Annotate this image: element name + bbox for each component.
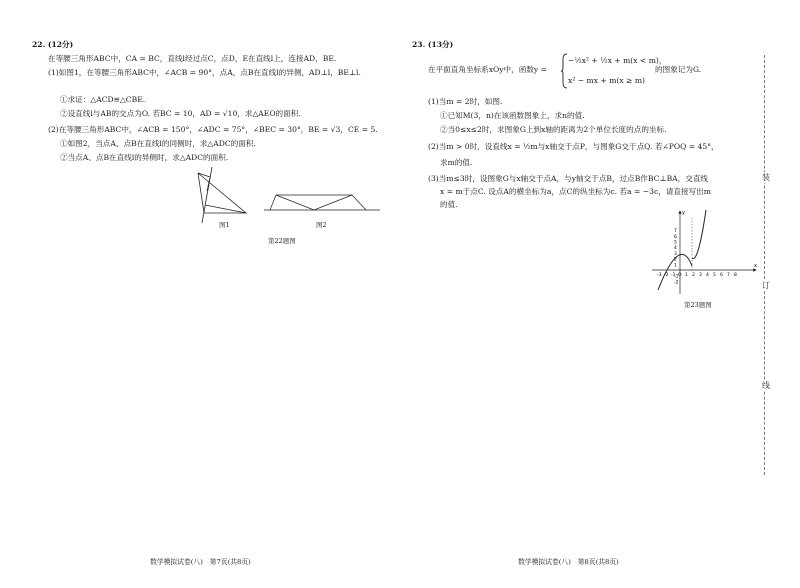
q23-part3-c: 的值. xyxy=(440,200,458,209)
q23-part2-b: 求m的值. xyxy=(440,158,473,167)
binding-char-xian: 线 xyxy=(762,381,770,390)
y-tick-label: 5 xyxy=(674,240,677,246)
fig2-segment-ad xyxy=(270,195,276,210)
x-tick-label: O xyxy=(678,273,682,278)
y-tick-label: 4 xyxy=(674,246,677,252)
q22-part1: (1)如图1，在等腰三角形ABC中，∠ACB = 90°，点A，点B在直线l的异侧，AD⊥l，BE⊥l. xyxy=(48,68,361,77)
q23-part1-i: ①已知M(3，n)在该函数图象上，求n的值. xyxy=(440,111,585,120)
x-tick-label: 4 xyxy=(706,273,709,278)
fig1-label: 图1 xyxy=(219,221,230,229)
q23-part2-a: (2)当m > 0时，设直线x = ½m与x轴交于点P，与图象G交于点Q. 若∠POQ = 45°， xyxy=(428,142,719,151)
x-tick-label: 1 xyxy=(685,273,688,278)
fig1-segment-de xyxy=(207,177,210,191)
fig2-label: 图2 xyxy=(316,221,327,229)
x-tick-label: 8 xyxy=(734,273,737,278)
y-tick-label: 6 xyxy=(674,234,677,240)
q22-intro: 在等腰三角形ABC中，CA = BC，直线l经过点C，点D，E在直线l上，连接AD，BE. xyxy=(48,54,337,63)
binding-char-zhuang: 装 xyxy=(762,173,770,182)
q22-part2-i: ①如图2，当点A、点B在直线l的同侧时，求△ADC的面积. xyxy=(60,139,256,148)
x-tick-label: 6 xyxy=(720,273,723,278)
q23-case-2: x² − mx + m(x ≥ m) xyxy=(568,76,645,85)
q23-part1: (1)当m = 2时，如图. xyxy=(428,97,503,106)
q22-part2-ii: ②当点A、点B在直线l的异侧时，求△ADC的面积. xyxy=(60,153,229,162)
q22-figure-caption: 第22题图 xyxy=(268,237,296,245)
q23-intro-a: 在平面直角坐标系xOy中，函数y = xyxy=(428,65,547,74)
q23-graph xyxy=(650,208,760,296)
fig2-legs xyxy=(276,195,352,210)
q22-figure-2 xyxy=(262,190,382,218)
q23-part1-ii: ②当0≤x≤2时，求图象G上到x轴的距离为2个单位长度的点的坐标. xyxy=(440,125,667,134)
x-tick-label: -1 xyxy=(671,273,676,278)
y-tick-label: -2 xyxy=(674,280,679,286)
y-tick-label: 2 xyxy=(674,257,677,263)
x-tick-label: -2 xyxy=(664,273,669,278)
y-tick-label: -1 xyxy=(674,274,679,280)
x-tick-label: -3 xyxy=(657,273,662,278)
x-tick-labels xyxy=(657,272,737,278)
x-tick-label: 7 xyxy=(727,273,730,278)
q22-part2: (2)在等腰三角形ABC中，∠ACB = 150°，∠ADC = 75°，∠BEC = 30°，BE = √3，CE = 5. xyxy=(48,125,378,134)
q23-case-1: −½x² + ½x + m(x < m)， xyxy=(568,56,667,65)
q22-figure-1 xyxy=(190,165,270,227)
x-tick-label: 2 xyxy=(692,273,695,278)
right-footer: 数学模拟试卷(八) 第8页(共8页) xyxy=(518,558,619,566)
q23-header: 23. (13分) xyxy=(412,40,454,49)
q22-part1-ii: ②设直线l与AB的交点为O. 若BC = 10，AD = √10，求△AEO的面积. xyxy=(60,109,301,118)
left-footer: 数学模拟试卷(八) 第7页(共8页) xyxy=(150,558,251,566)
fig2-segment-be xyxy=(352,195,366,210)
piecewise-brace xyxy=(560,53,568,89)
q23-part3-a: (3)当m≤3时，设图象G与x轴交于点A，与y轴交于点B，过点B作BC⊥BA，交直线 xyxy=(428,174,709,183)
x-axis-label: x xyxy=(754,263,757,269)
q23-intro-b: 的图象记为G. xyxy=(655,65,702,74)
y-tick-label: 1 xyxy=(674,263,677,269)
y-axis-label: y xyxy=(682,210,685,216)
q22-header: 22. (12分) xyxy=(32,40,74,49)
parabola-right-branch xyxy=(692,210,706,259)
binding-char-ding: 订 xyxy=(762,281,770,290)
y-tick-label: 3 xyxy=(674,251,677,257)
x-tick-label: 5 xyxy=(713,273,716,278)
x-tick-label: 3 xyxy=(699,273,702,278)
y-tick-label: 7 xyxy=(674,229,677,235)
q23-part3-b: x = m于点C. 设点A的横坐标为a，点C的纵坐标为c. 若a = −3c，请直接写出m xyxy=(440,187,711,196)
q22-part1-i: ①求证：△ACD≌△CBE. xyxy=(60,95,146,104)
binding-dashed-line xyxy=(764,55,765,475)
q23-figure-caption: 第23题图 xyxy=(684,301,712,309)
fig1-segment-be xyxy=(205,205,246,213)
fig1-line-l xyxy=(202,167,212,223)
right-page xyxy=(400,0,800,588)
